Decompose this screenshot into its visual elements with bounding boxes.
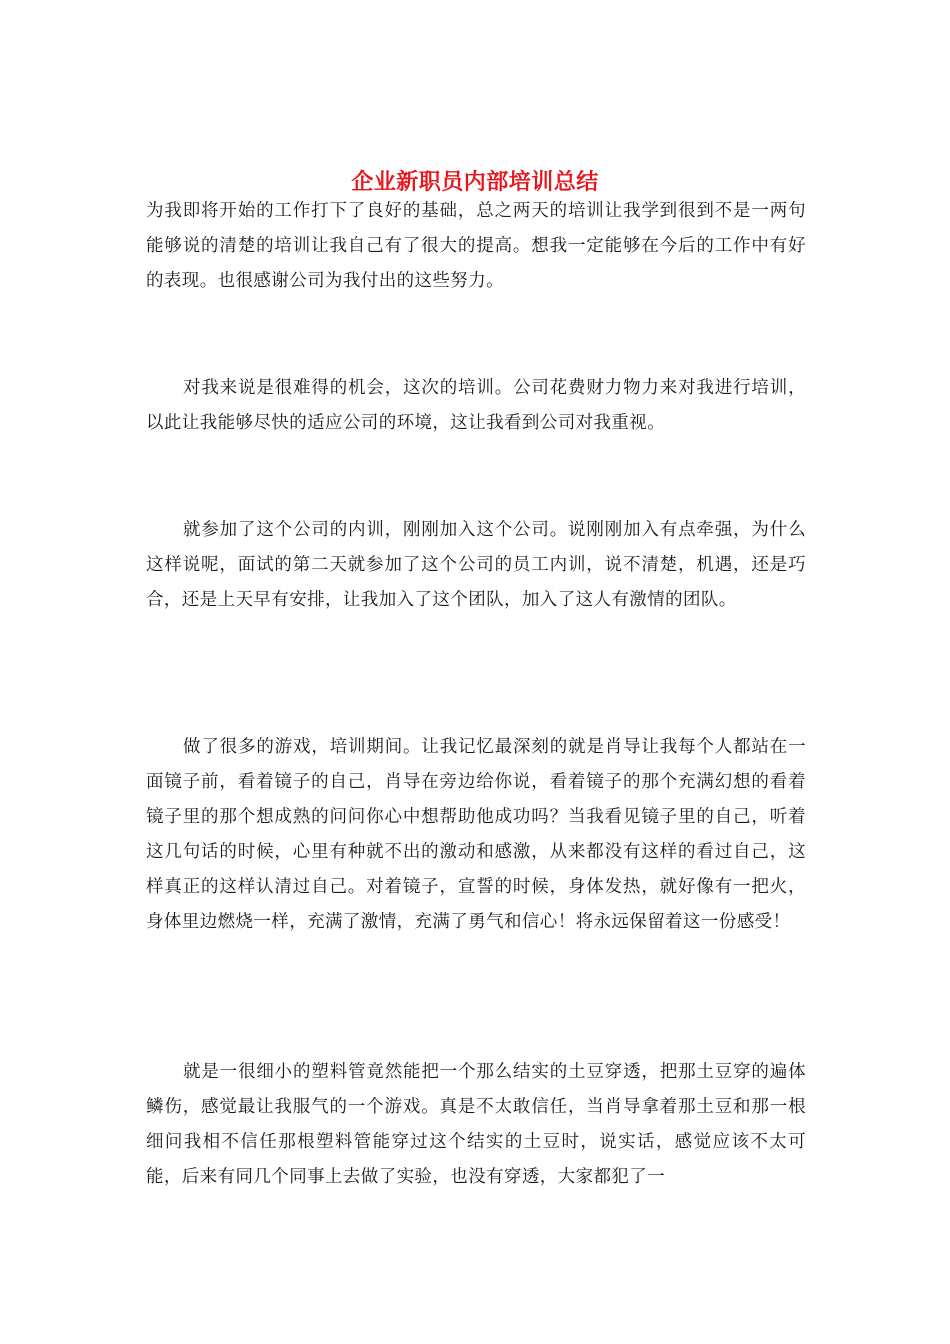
paragraph-5: 就是一很细小的塑料管竟然能把一个那么结实的土豆穿透，把那土豆穿的遍体鳞伤，感觉最让我服气的一个游戏。真是不太敢信任，当肖导拿着那土豆和那一根细问我相不信任那根塑料管能穿过这个结实的土豆时，说实话，感觉应该不太可能，后来有同几个同事上去做了实验，也没有穿透，大家都犯了一 bbox=[146, 1062, 806, 1187]
document-title: 企业新职员内部培训总结 bbox=[351, 168, 599, 195]
paragraph-1: 为我即将开始的工作打下了良好的基础，总之两天的培训让我学到很到不是一两句能够说的清楚的培训让我自己有了很大的提高。想我一定能够在今后的工作中有好的表现。也很感谢公司为我付出的这些努力。 bbox=[146, 201, 806, 291]
paragraph-4: 做了很多的游戏，培训期间。让我记忆最深刻的就是肖导让我每个人都站在一面镜子前，看着镜子的自己，肖导在旁边给你说，看着镜子的那个充满幻想的看着镜子里的那个想成熟的问问你心中想帮助他成功吗？当我看见镜子里的自己，听着这几句话的时候，心里有种就不出的激动和感激，从来都没有这样的看过自己，这样真正的这样认清过自己。对着镜子，宣誓的时候，身体发热，就好像有一把火，身体里边燃烧一样，充满了激情，充满了勇气和信心！将永远保留着这一份感受！ bbox=[146, 737, 806, 932]
paragraph-2: 对我来说是很难得的机会，这次的培训。公司花费财力物力来对我进行培训，以此让我能够尽快的适应公司的环境，这让我看到公司对我重视。 bbox=[146, 378, 806, 433]
paragraph-3: 就参加了这个公司的内训，刚刚加入这个公司。说刚刚加入有点牵强，为什么这样说呢，面试的第二天就参加了这个公司的员工内训，说不清楚，机遇，还是巧合，还是上天早有安排，让我加入了这个团队，加入了这人有激情的团队。 bbox=[146, 520, 806, 610]
